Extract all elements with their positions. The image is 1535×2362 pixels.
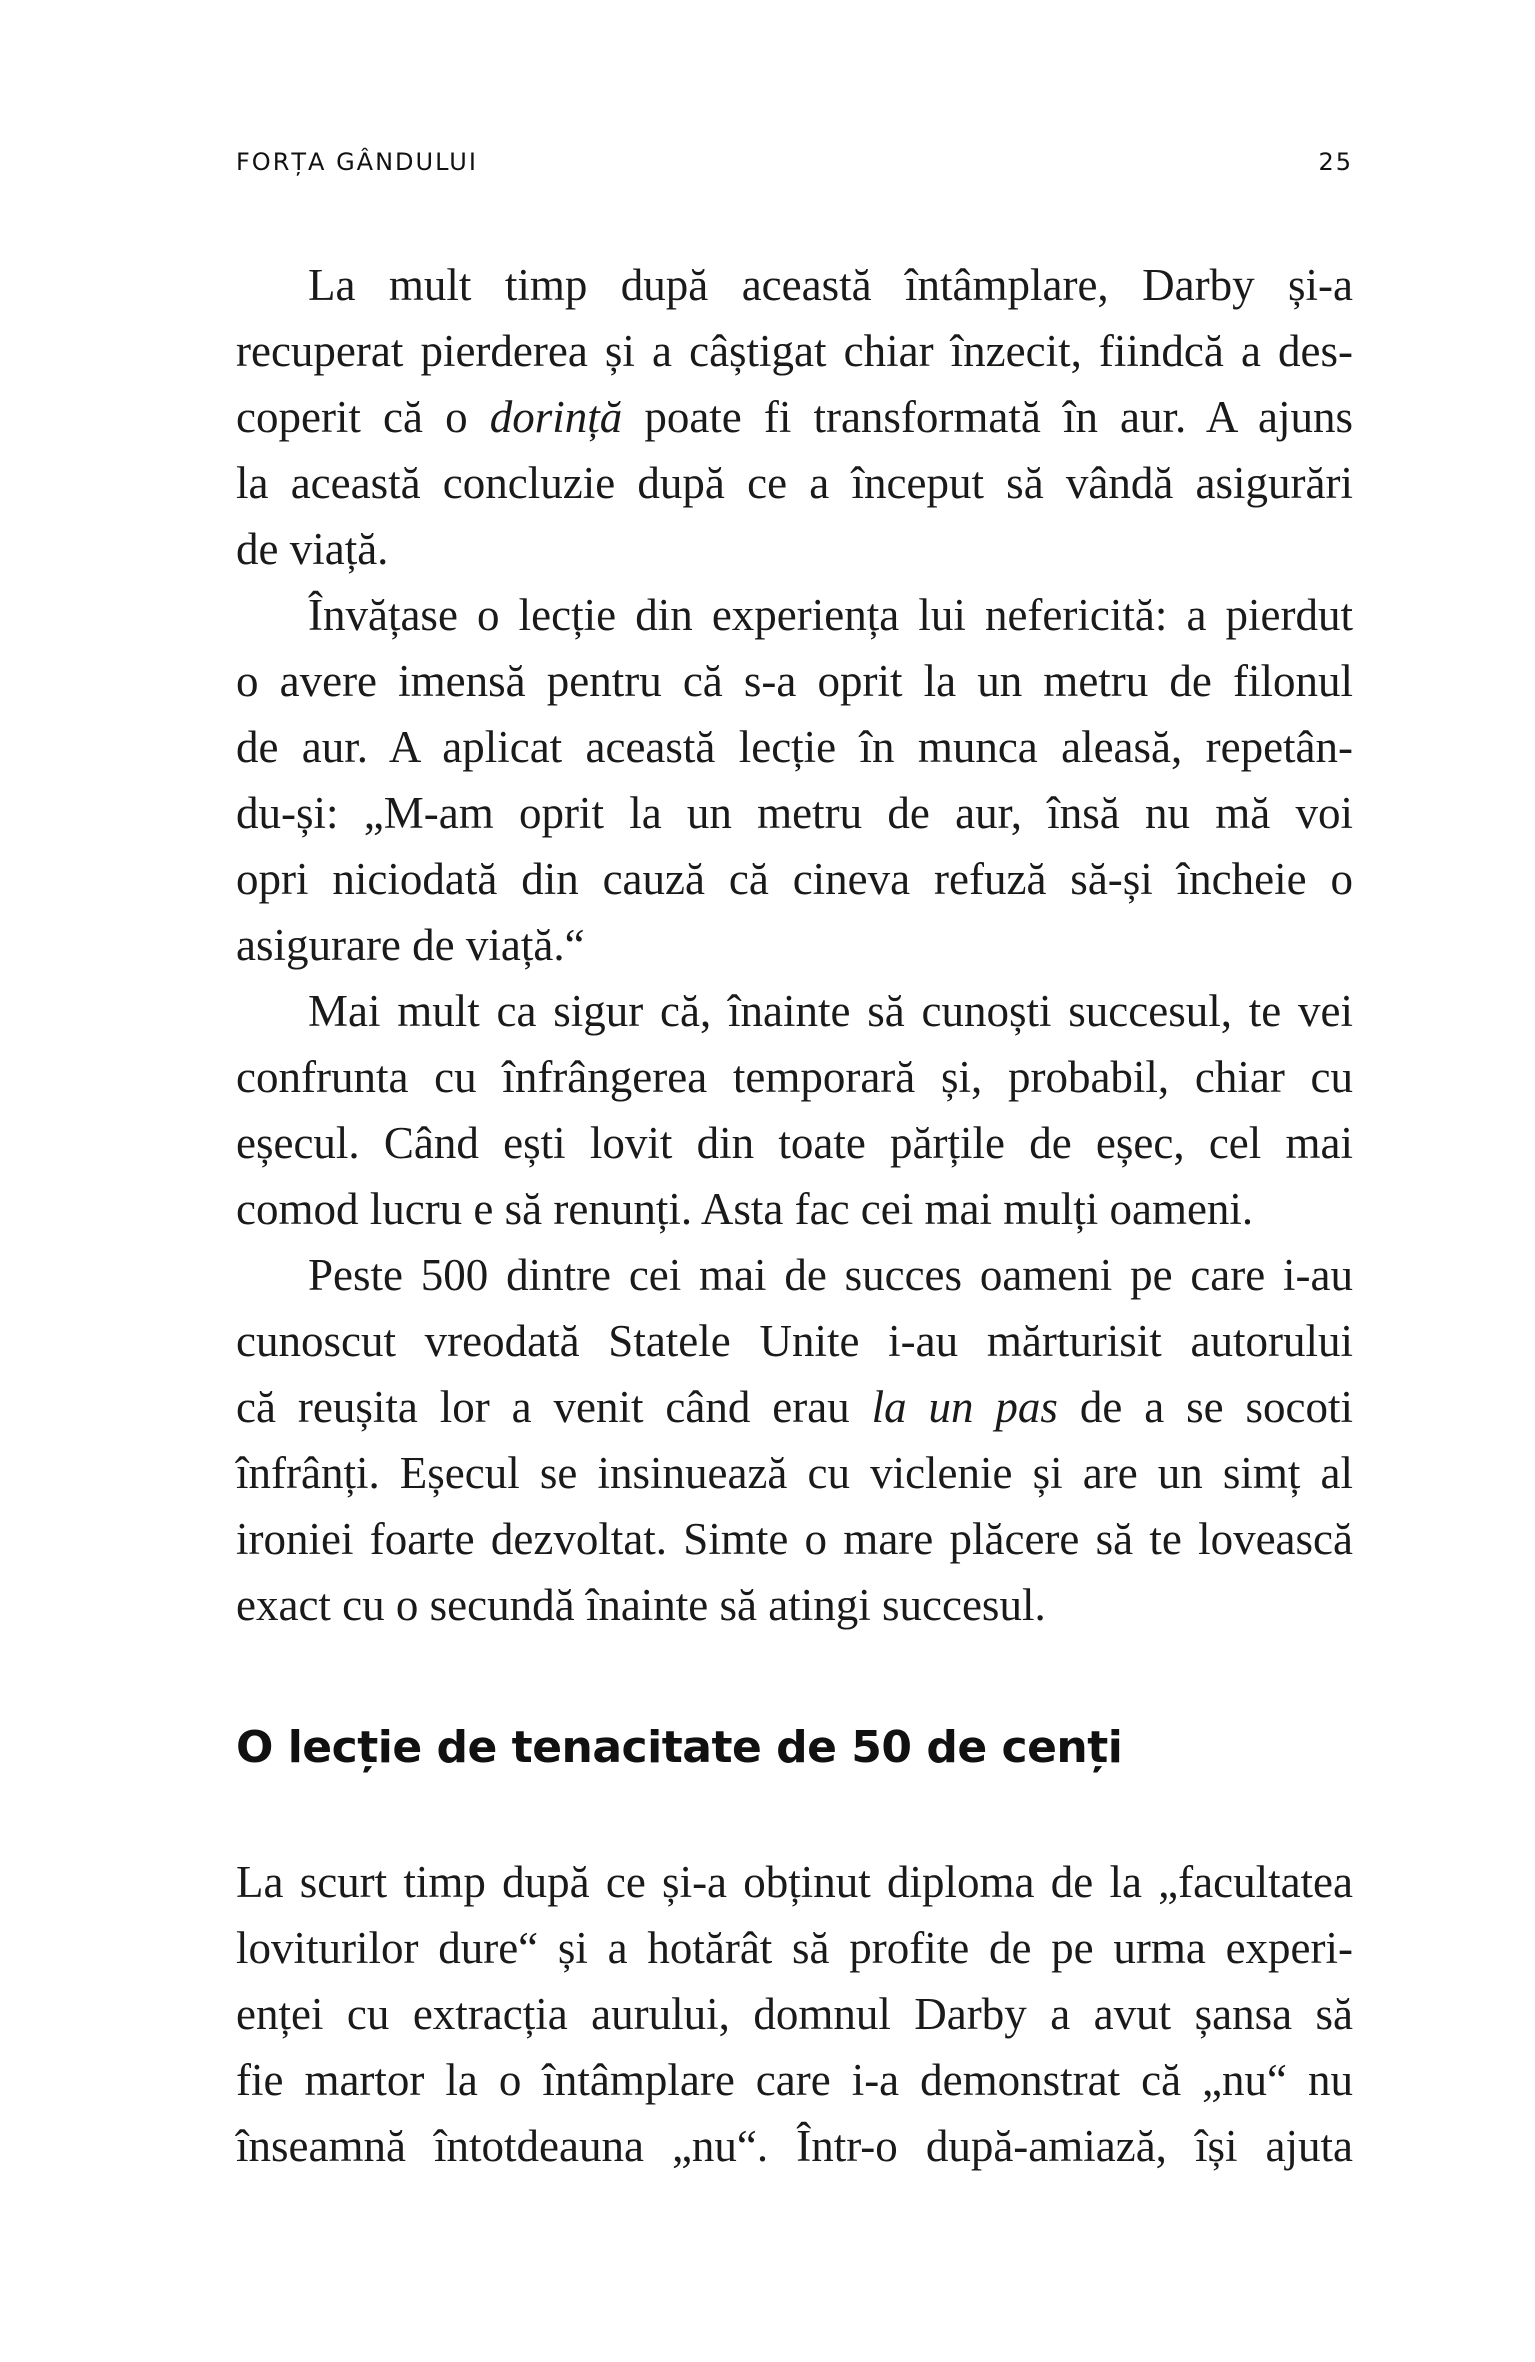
text-segment: că reușita lor a venit când erau [236, 1382, 872, 1432]
text-segment: La scurt timp după ce și-a obținut diploma de la „facultatea [236, 1857, 1353, 1907]
text-segment: La mult timp după această întâmplare, Darby și-a [308, 260, 1353, 310]
text-line [236, 384, 1353, 450]
text-segment: ironiei foarte dezvoltat. Simte o mare plăcere să te lovească [236, 1514, 1353, 1564]
text-line [236, 978, 1353, 1044]
text-segment: cunoscut vreodată Statele Unite i-au mărturisit autorului [236, 1316, 1353, 1366]
text-segment: poate fi transformată în aur. A ajuns [622, 392, 1353, 442]
text-segment: Învățase o lecție din experiența lui nefericită: a pierdut [308, 590, 1353, 640]
text-line [236, 1506, 1353, 1572]
text-line [236, 450, 1353, 516]
text-segment: recuperat pierderea și a câștigat chiar înzecit, fiindcă a des- [236, 326, 1353, 376]
text-line [236, 1110, 1353, 1176]
text-line [236, 1440, 1353, 1506]
text-line [236, 318, 1353, 384]
text-segment: confrunta cu înfrângerea temporară și, probabil, chiar cu [236, 1052, 1353, 1102]
running-title: FORȚA GÂNDULUI [236, 148, 478, 176]
text-segment: du-și: „M-am oprit la un metru de aur, însă nu mă voi [236, 788, 1353, 838]
text-line [236, 1572, 1353, 1638]
text-line [236, 1849, 1353, 1915]
text-line [236, 2113, 1353, 2179]
running-header [236, 145, 1353, 179]
text-segment: Mai mult ca sigur că, înainte să cunoști succesul, te vei [308, 986, 1353, 1036]
text-segment: la această concluzie după ce a început să vândă asigurări [236, 458, 1353, 508]
text-line [236, 1242, 1353, 1308]
text-line [236, 780, 1353, 846]
body-text-section-2 [236, 1849, 1353, 2179]
text-line [236, 1176, 1353, 1242]
text-segment: comod lucru e să renunți. Asta fac cei mai mulți oameni. [236, 1184, 1254, 1234]
text-line [236, 648, 1353, 714]
text-line [236, 714, 1353, 780]
section-heading: O lecție de tenacitate de 50 de cenți [236, 1722, 1123, 1773]
text-segment: de viață. [236, 524, 389, 574]
text-segment: fie martor la o întâmplare care i-a demonstrat că „nu“ nu [236, 2055, 1353, 2105]
text-line [236, 1308, 1353, 1374]
text-segment: o avere imensă pentru că s-a oprit la un metru de filonul [236, 656, 1353, 706]
emphasis-text: dorință [489, 392, 623, 442]
text-line [236, 1915, 1353, 1981]
text-segment: înfrânți. Eșecul se insinuează cu viclenie și are un simț al [236, 1448, 1353, 1498]
emphasis-text: la un pas [871, 1382, 1058, 1432]
text-segment: eșecul. Când ești lovit din toate părțile de eșec, cel mai [236, 1118, 1353, 1168]
text-segment: asigurare de viață.“ [236, 920, 585, 970]
page-number: 25 [1318, 148, 1353, 176]
text-line [236, 912, 1353, 978]
text-segment: de a se socoti [1057, 1382, 1354, 1432]
text-line [236, 516, 1353, 582]
text-line [236, 252, 1353, 318]
text-segment: loviturilor dure“ și a hotărât să profite de pe urma experi- [236, 1923, 1353, 1973]
text-line [236, 846, 1353, 912]
text-line [236, 1044, 1353, 1110]
text-segment: opri niciodată din cauză că cineva refuză să-și încheie o [236, 854, 1353, 904]
text-segment: exact cu o secundă înainte să atingi succesul. [236, 1580, 1046, 1630]
body-text-section-1 [236, 252, 1353, 1638]
text-line [236, 582, 1353, 648]
text-line [236, 2047, 1353, 2113]
text-line [236, 1981, 1353, 2047]
text-segment: Peste 500 dintre cei mai de succes oameni pe care i-au [308, 1250, 1353, 1300]
text-segment: coperit că o [236, 392, 490, 442]
text-line [236, 1374, 1353, 1440]
text-segment: enței cu extracția aurului, domnul Darby a avut șansa să [236, 1989, 1353, 2039]
text-segment: de aur. A aplicat această lecție în munca aleasă, repetân- [236, 722, 1353, 772]
text-segment: înseamnă întotdeauna „nu“. Într-o după-amiază, își ajuta [236, 2121, 1353, 2171]
